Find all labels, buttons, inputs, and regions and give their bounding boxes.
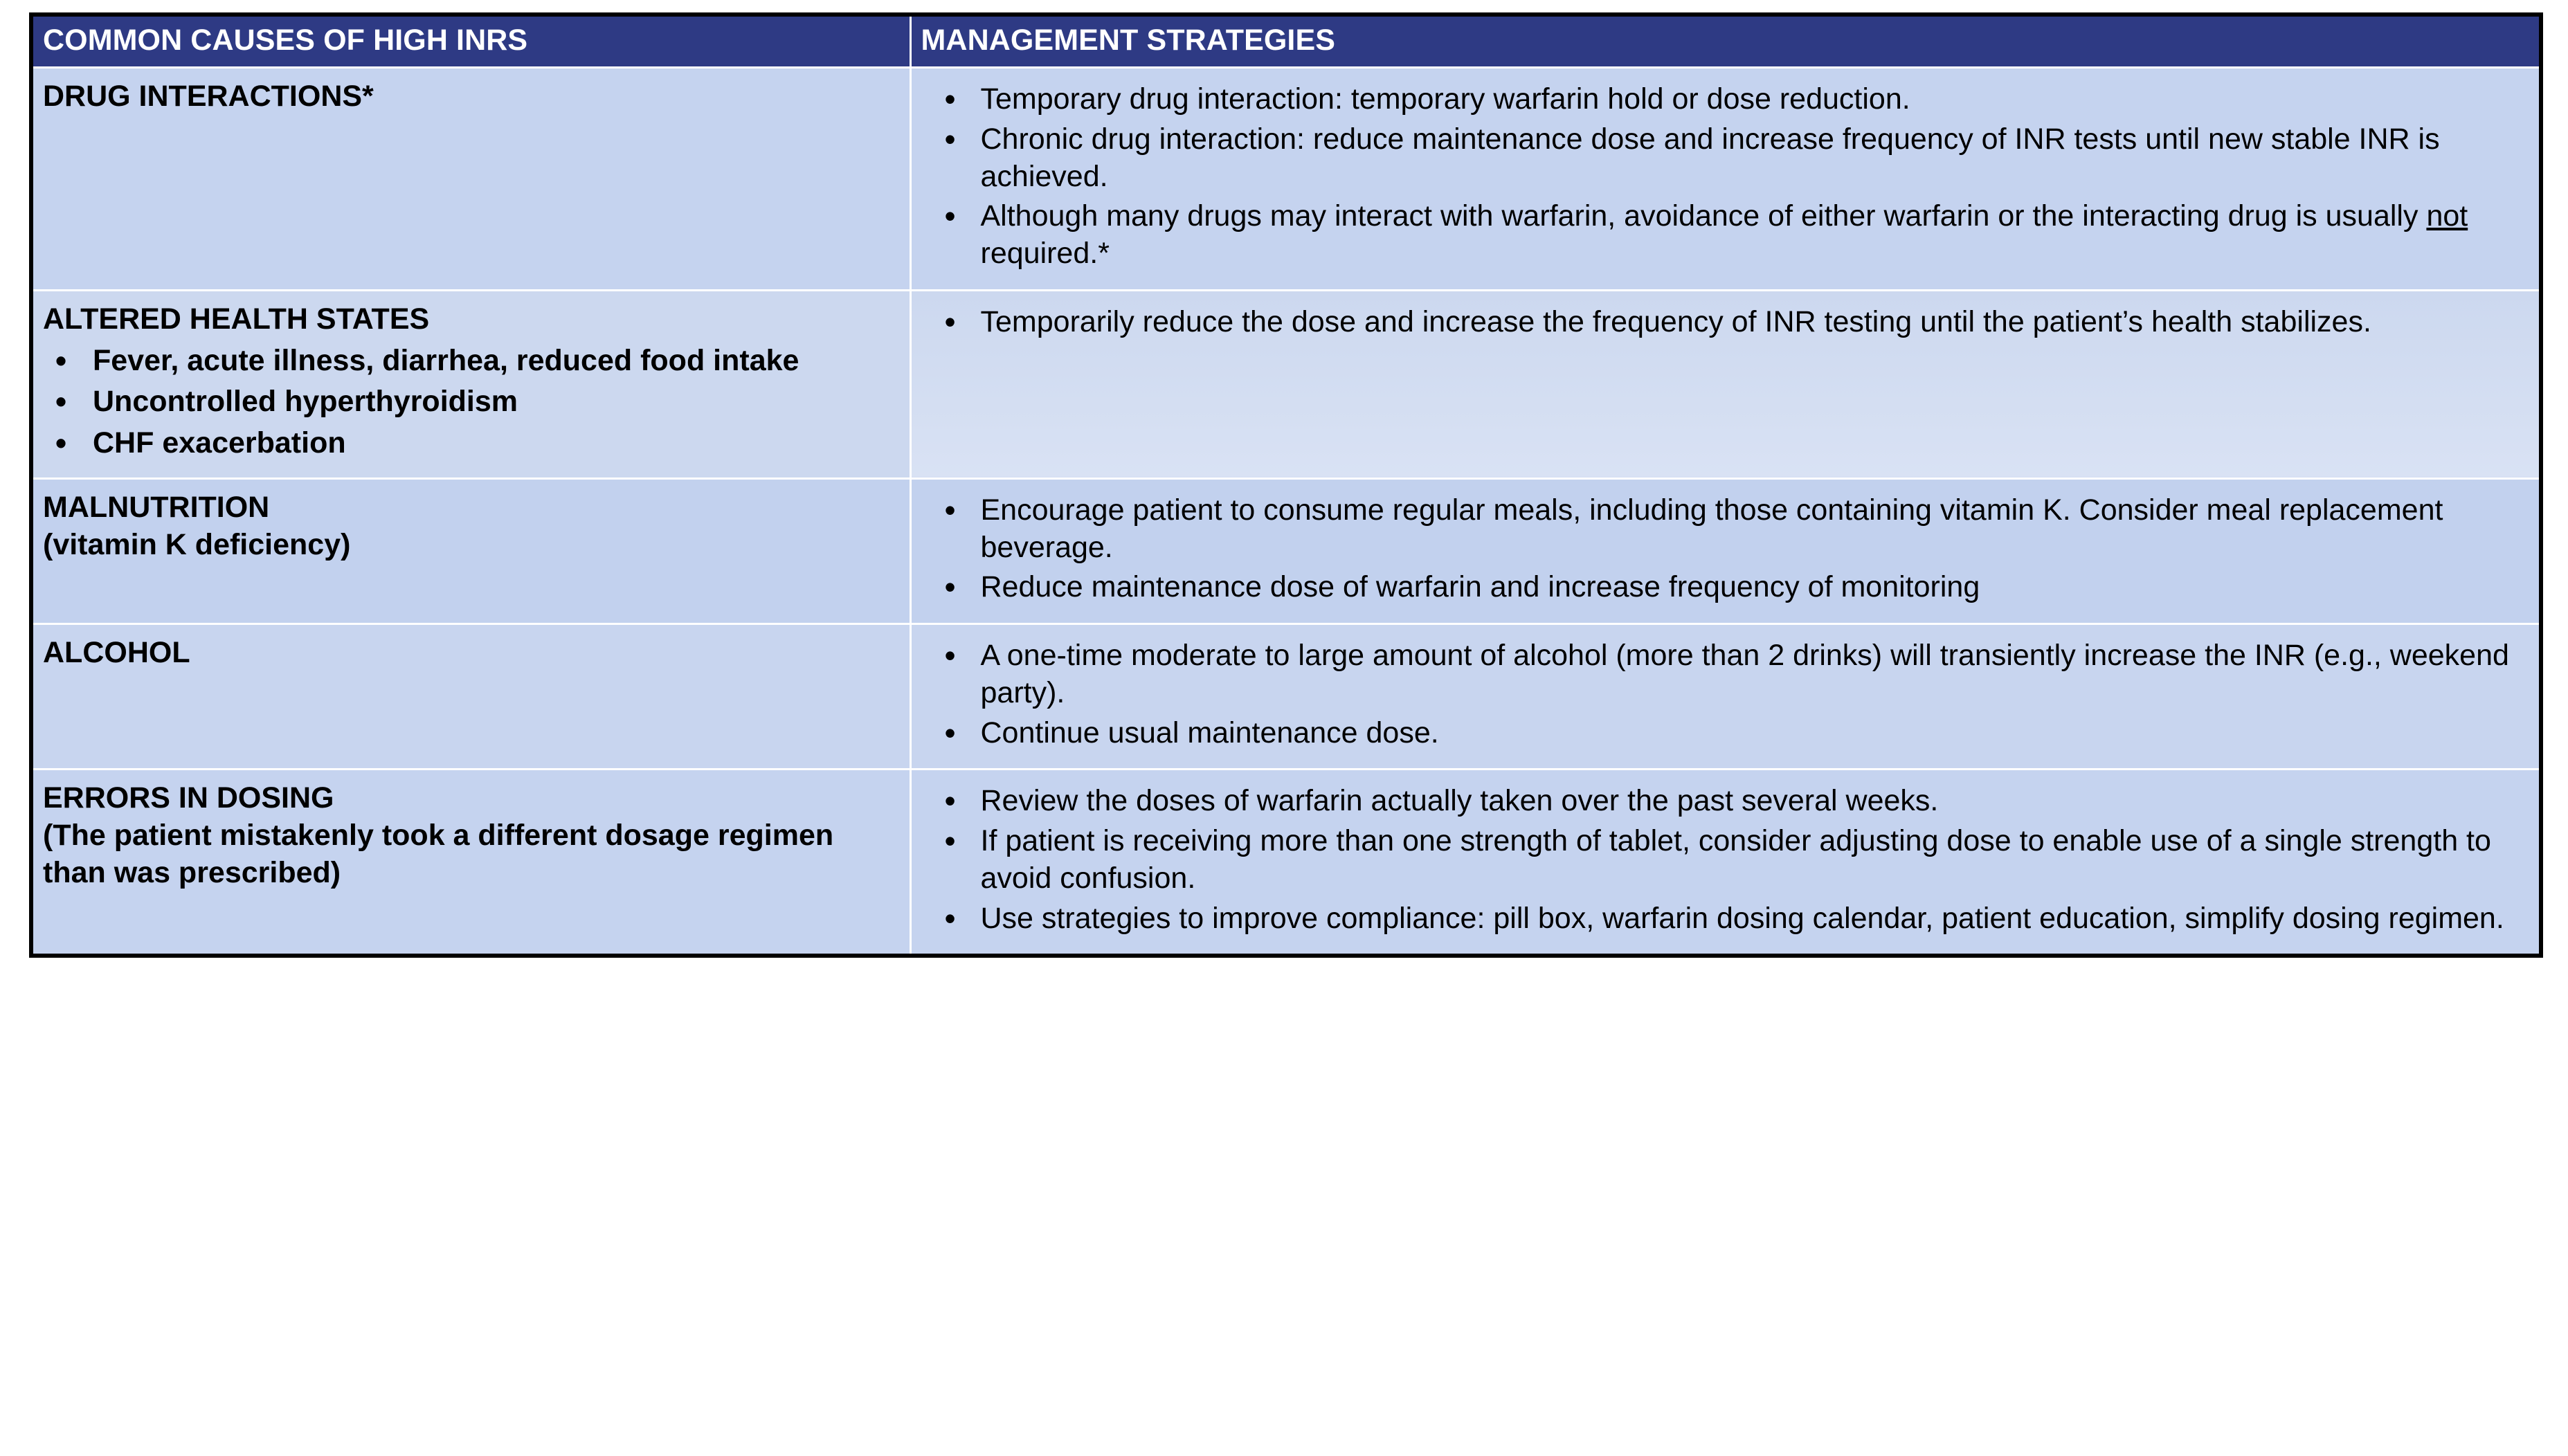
- list-item: • Chronic drug interaction: reduce maintenance dose and increase frequency of INR tests until new stable INR is achieved.: [935, 121, 2527, 196]
- cell-cause: [31, 624, 910, 770]
- list-item: • Temporary drug interaction: temporary warfarin hold or dose reduction.: [935, 81, 2527, 118]
- cell-cause: [31, 290, 910, 478]
- cell-management: [910, 770, 2541, 956]
- list-item: • Use strategies to improve compliance: pill box, warfarin dosing calendar, patient education, simplify dosing regimen.: [935, 900, 2527, 938]
- column-header-causes: COMMON CAUSES OF HIGH INRS: [31, 15, 910, 68]
- table-body: [31, 68, 2541, 956]
- table-row: [31, 68, 2541, 291]
- cell-management: [910, 624, 2541, 770]
- list-item: • A one-time moderate to large amount of alcohol (more than 2 drinks) will transiently increase the INR (e.g., weekend party).: [935, 637, 2527, 712]
- list-item: • Uncontrolled hyperthyroidism: [43, 383, 897, 421]
- cell-cause: [31, 770, 910, 956]
- table-row: [31, 624, 2541, 770]
- list-item: • Although many drugs may interact with warfarin, avoidance of either warfarin or the interacting drug is usually not required.*: [935, 198, 2527, 273]
- cell-cause: [31, 478, 910, 624]
- cell-cause: [31, 68, 910, 291]
- list-item: • CHF exacerbation: [43, 425, 897, 462]
- cell-management: [910, 478, 2541, 624]
- cell-management: [910, 290, 2541, 478]
- management-bullet-list: [935, 783, 2527, 937]
- list-item: • Fever, acute illness, diarrhea, reduced food intake: [43, 343, 897, 380]
- list-item: • Continue usual maintenance dose.: [935, 715, 2527, 752]
- table-row: [31, 478, 2541, 624]
- inr-management-table: [29, 12, 2543, 958]
- cause-title: ERRORS IN DOSING: [43, 781, 334, 815]
- list-item: • If patient is receiving more than one strength of tablet, consider adjusting dose to enable use of a single strength to avoid confusion.: [935, 823, 2527, 898]
- table-row: [31, 770, 2541, 956]
- list-item: • Review the doses of warfarin actually taken over the past several weeks.: [935, 783, 2527, 820]
- list-item: • Temporarily reduce the dose and increase the frequency of INR testing until the patient’s health stabilizes.: [935, 304, 2527, 341]
- list-item: • Reduce maintenance dose of warfarin and increase frequency of monitoring: [935, 569, 2527, 606]
- management-bullet-list: [935, 492, 2527, 606]
- emphasis-not: not: [2426, 199, 2468, 233]
- table-row: [31, 290, 2541, 478]
- cell-management: [910, 68, 2541, 291]
- management-bullet-list: [935, 637, 2527, 752]
- cause-title: ALTERED HEALTH STATES: [43, 302, 430, 336]
- management-bullet-list: [935, 81, 2527, 273]
- cause-subtitle: (The patient mistakenly took a different dosage regimen than was prescribed): [43, 819, 834, 889]
- table-header-row: [31, 15, 2541, 68]
- table-header: [31, 15, 2541, 68]
- cause-title: MALNUTRITION: [43, 490, 270, 524]
- cause-title: ALCOHOL: [43, 636, 190, 670]
- management-bullet-list: [935, 304, 2527, 341]
- column-header-management: MANAGEMENT STRATEGIES: [910, 15, 2541, 68]
- list-item: • Encourage patient to consume regular meals, including those containing vitamin K. Consider meal replacement beverage.: [935, 492, 2527, 567]
- cause-title: DRUG INTERACTIONS*: [43, 80, 374, 113]
- cause-subtitle: (vitamin K deficiency): [43, 527, 351, 561]
- cause-bullet-list: [43, 343, 897, 462]
